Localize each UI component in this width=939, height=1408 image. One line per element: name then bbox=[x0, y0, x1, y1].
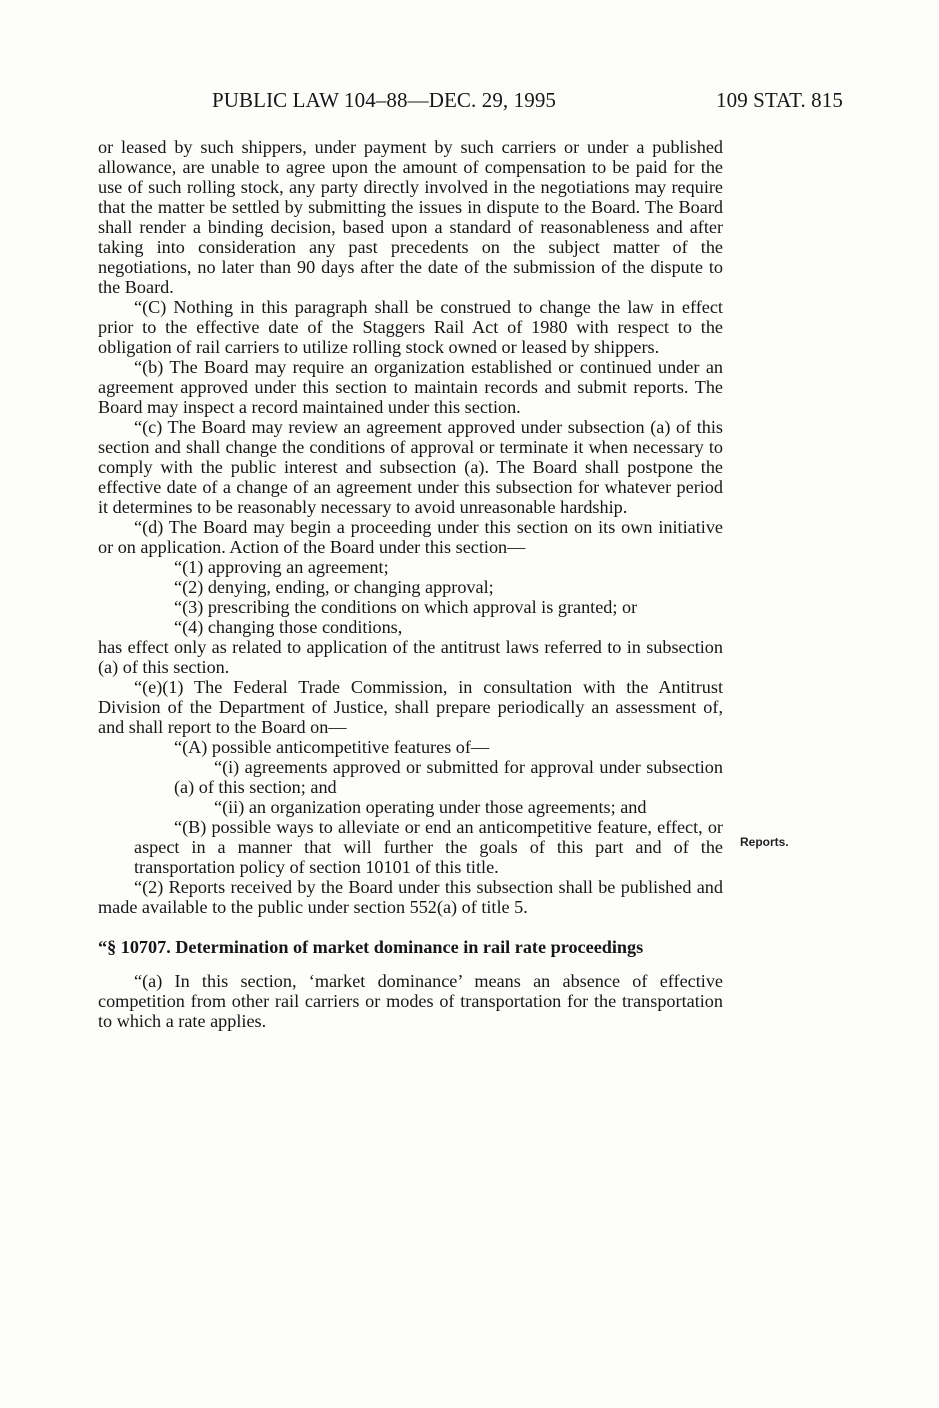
paragraph-e1-ftc: “(e)(1) The Federal Trade Commission, in consultation with the Antitrust Division of the Department of Justice, shall prepare periodically an assessment of, and shall report to the Board on— bbox=[98, 677, 723, 737]
paragraph-e2-reports: “(2) Reports received by the Board under this subsection shall be published and made available to the public under section 552(a) of title 5. bbox=[98, 877, 723, 917]
paragraph-c-review: “(c) The Board may review an agreement approved under subsection (a) of this section and shall change the conditions of approval or terminate it when necessary to comply with the public interest and subsection (a). The Board shall postpone the effective date of a change of an agreement under this subsection for whatever period it determines to be reasonably necessary to avoid unreasonable hardship. bbox=[98, 417, 723, 517]
section-heading-10707: “§ 10707. Determination of market dominance in rail rate proceedings bbox=[98, 937, 644, 957]
body-text bbox=[98, 137, 723, 1031]
list-item-2: “(2) denying, ending, or changing approval; bbox=[174, 577, 494, 597]
paragraph-c-nothing-in-paragraph: “(C) Nothing in this paragraph shall be construed to change the law in effect prior to the effective date of the Staggers Rail Act of 1980 with respect to the obligation of rail carriers to utilize rolling stock owned or leased by shippers. bbox=[98, 297, 723, 357]
clause-i: “(i) agreements approved or submitted for approval under subsection (a) of this section; and bbox=[174, 757, 723, 797]
paragraph-has-effect: has effect only as related to application of the antitrust laws referred to in subsection (a) of this section. bbox=[98, 637, 723, 677]
paragraph-continued: or leased by such shippers, under payment by such carriers or under a published allowance, are unable to agree upon the amount of compensation to be paid for the use of such rolling stock, any party directly involved in the negotiations may require that the matter be settled by submitting the issues in dispute to the Board. The Board shall render a binding decision, based upon a standard of reasonableness and after taking into consideration any past precedents on the subject matter of the negotiations, no later than 90 days after the date of the submission of the dispute to the Board. bbox=[98, 137, 723, 297]
paragraph-b-records: “(b) The Board may require an organization established or continued under an agreement approved under this section to maintain records and submit reports. The Board may inspect a record maintained under this section. bbox=[98, 357, 723, 417]
list-item-1: “(1) approving an agreement; bbox=[174, 557, 389, 577]
subparagraph-b: “(B) possible ways to alleviate or end an anticompetitive feature, effect, or aspect in a manner that will further the goals of this part and of the transportation policy of section 10101 of this title. bbox=[134, 817, 723, 877]
paragraph-a-market-dominance: “(a) In this section, ‘market dominance’ means an absence of effective competition from other rail carriers or modes of transportation for the transportation to which a rate applies. bbox=[98, 971, 723, 1031]
paragraph-d-proceeding: “(d) The Board may begin a proceeding under this section on its own initiative or on application. Action of the Board under this section— bbox=[98, 517, 723, 557]
header-title: PUBLIC LAW 104–88—DEC. 29, 1995 bbox=[212, 88, 557, 112]
clause-ii: “(ii) an organization operating under those agreements; and bbox=[214, 797, 647, 817]
list-item-4: “(4) changing those conditions, bbox=[174, 617, 403, 637]
list-item-3: “(3) prescribing the conditions on which approval is granted; or bbox=[174, 597, 638, 617]
margin-note-reports: Reports. bbox=[740, 835, 789, 849]
subparagraph-a: “(A) possible anticompetitive features of— bbox=[174, 737, 490, 757]
running-header bbox=[0, 88, 939, 114]
header-page-number: 109 STAT. 815 bbox=[716, 88, 843, 112]
